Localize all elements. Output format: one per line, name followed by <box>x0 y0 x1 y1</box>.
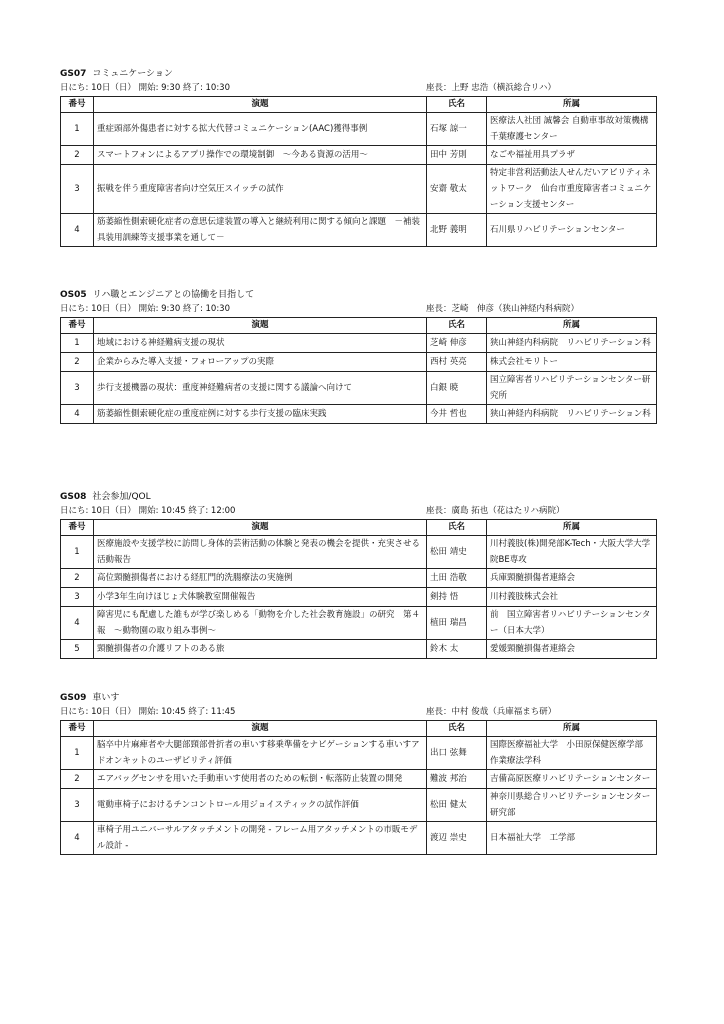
row-affiliation: 吉備高原医療リハビリテーションセンター <box>487 770 657 789</box>
row-affiliation: 特定非営利活動法人せんだいアビリティネットワーク 仙台市重度障害者コミュニケーション支援センター <box>487 165 657 214</box>
row-no: 2 <box>61 353 94 372</box>
header-name: 氏名 <box>427 520 487 536</box>
session-heading <box>60 692 656 706</box>
row-name: 田中 芳則 <box>427 146 487 165</box>
session-table <box>60 96 657 247</box>
table-row <box>61 789 657 822</box>
row-title: 頸髄損傷者の介護リフトのある旅 <box>94 640 427 659</box>
session-heading <box>60 68 656 82</box>
session-title: 車いす <box>92 693 120 703</box>
row-title: 電動車椅子におけるチンコントロール用ジョイスティックの試作評価 <box>94 789 427 822</box>
row-affiliation: 株式会社モリトー <box>487 353 657 372</box>
session-os05 <box>60 289 656 424</box>
table-row <box>61 405 657 424</box>
table-row <box>61 353 657 372</box>
row-affiliation: 兵庫頸髄損傷者連絡会 <box>487 569 657 588</box>
header-affiliation: 所属 <box>487 520 657 536</box>
row-no: 1 <box>61 737 94 770</box>
table-row <box>61 640 657 659</box>
session-heading <box>60 289 656 303</box>
row-name: 土田 浩敬 <box>427 569 487 588</box>
table-row <box>61 588 657 607</box>
row-no: 5 <box>61 640 94 659</box>
row-no: 3 <box>61 588 94 607</box>
row-affiliation: 川村義肢株式会社 <box>487 588 657 607</box>
header-affiliation: 所属 <box>487 97 657 113</box>
session-meta <box>60 82 656 96</box>
header-affiliation: 所属 <box>487 318 657 334</box>
session-title: リハ職とエンジニアとの協働を目指して <box>92 290 255 300</box>
row-name: 鈴木 太 <box>427 640 487 659</box>
session-title: コミュニケーション <box>92 69 173 79</box>
row-no: 2 <box>61 770 94 789</box>
row-name: 北野 義明 <box>427 214 487 247</box>
row-name: 松田 靖史 <box>427 536 487 569</box>
row-affiliation: なごや福祉用具プラザ <box>487 146 657 165</box>
table-row <box>61 536 657 569</box>
header-no: 番号 <box>61 721 94 737</box>
session-table <box>60 720 657 855</box>
session-chair: 座長：上野 忠浩（横浜総合リハ） <box>426 83 556 93</box>
row-no: 4 <box>61 405 94 424</box>
row-affiliation: 神奈川県総合リハビリテーションセンター 研究部 <box>487 789 657 822</box>
row-no: 1 <box>61 334 94 353</box>
session-schedule: 日にち: 10日（日） 開始: 9:30 終了: 10:30 <box>60 83 231 93</box>
row-affiliation: 医療法人社団 誠馨会 自動車事故対策機構 千葉療護センター <box>487 113 657 146</box>
header-no: 番号 <box>61 97 94 113</box>
session-heading <box>60 491 656 505</box>
row-name: 安齋 敬太 <box>427 165 487 214</box>
row-title: 医療施設や支援学校に訪問し身体的芸術活動の体験と発表の機会を提供・充実させる活動報告 <box>94 536 427 569</box>
table-header-row <box>61 520 657 536</box>
row-no: 3 <box>61 789 94 822</box>
header-name: 氏名 <box>427 721 487 737</box>
session-code: GS09 <box>60 693 87 703</box>
row-affiliation: 国立障害者リハビリテーションセンター研究所 <box>487 372 657 405</box>
row-title: スマートフォンによるアプリ操作での環境制御 ～今ある資源の活用～ <box>94 146 427 165</box>
row-affiliation: 川村義肢(株)開発部K-Tech・大阪大学大学院BE専攻 <box>487 536 657 569</box>
session-schedule: 日にち: 10日（日） 開始: 10:45 終了: 12:00 <box>60 506 236 516</box>
row-name: 剣持 悟 <box>427 588 487 607</box>
session-code: OS05 <box>60 290 87 300</box>
row-no: 2 <box>61 569 94 588</box>
table-row <box>61 737 657 770</box>
row-no: 3 <box>61 165 94 214</box>
row-title: 脳卒中片麻痺者や大腿部頸部骨折者の車いす移乗準備をナビゲーションする車いすアドオンキットのユーザビリティ評価 <box>94 737 427 770</box>
row-name: 今井 哲也 <box>427 405 487 424</box>
row-affiliation: 石川県リハビリテーションセンター <box>487 214 657 247</box>
row-name: 出口 弦舞 <box>427 737 487 770</box>
session-title: 社会参加/QOL <box>92 492 151 502</box>
row-no: 4 <box>61 607 94 640</box>
header-title: 演題 <box>94 97 427 113</box>
table-header-row <box>61 97 657 113</box>
table-row <box>61 334 657 353</box>
header-title: 演題 <box>94 520 427 536</box>
table-header-row <box>61 318 657 334</box>
header-name: 氏名 <box>427 97 487 113</box>
row-name: 渡辺 崇史 <box>427 822 487 855</box>
table-row <box>61 607 657 640</box>
header-name: 氏名 <box>427 318 487 334</box>
table-row <box>61 146 657 165</box>
row-name: 石塚 諒一 <box>427 113 487 146</box>
row-title: 筋萎縮性側索硬化症者の意思伝達装置の導入と継続利用に関する傾向と課題 －補装具装用訓練等支援事業を通して－ <box>94 214 427 247</box>
header-title: 演題 <box>94 721 427 737</box>
row-name: 芝崎 伸彦 <box>427 334 487 353</box>
row-affiliation: 国際医療福祉大学 小田原保健医療学部 作業療法学科 <box>487 737 657 770</box>
row-title: 小学3年生向けほじょ犬体験教室開催報告 <box>94 588 427 607</box>
row-name: 白銀 暁 <box>427 372 487 405</box>
table-row <box>61 214 657 247</box>
row-no: 1 <box>61 113 94 146</box>
session-schedule: 日にち: 10日（日） 開始: 10:45 終了: 11:45 <box>60 707 236 717</box>
header-no: 番号 <box>61 520 94 536</box>
session-chair: 座長：芝崎 伸彦（狭山神経内科病院） <box>426 304 580 314</box>
row-name: 難波 邦治 <box>427 770 487 789</box>
session-gs09 <box>60 692 659 855</box>
session-gs08 <box>60 491 656 659</box>
row-name: 松田 健太 <box>427 789 487 822</box>
row-affiliation: 愛媛頸髄損傷者連絡会 <box>487 640 657 659</box>
session-meta <box>60 706 656 720</box>
table-row <box>61 165 657 214</box>
row-title: 障害児にも配慮した誰もが学び楽しめる「動物を介した社会教育施設」の研究 第４報 ～動物園の取り組み事例～ <box>94 607 427 640</box>
row-no: 2 <box>61 146 94 165</box>
table-row <box>61 372 657 405</box>
header-no: 番号 <box>61 318 94 334</box>
row-title: 高位頸髄損傷者における経肛門的洗腸療法の実施例 <box>94 569 427 588</box>
table-row <box>61 569 657 588</box>
row-title: 重症頭部外傷患者に対する拡大代替コミュニケーション(AAC)獲得事例 <box>94 113 427 146</box>
header-title: 演題 <box>94 318 427 334</box>
row-title: 筋萎縮性側索硬化症の重度症例に対する歩行支援の臨床実践 <box>94 405 427 424</box>
row-title: 地域における神経難病支援の現状 <box>94 334 427 353</box>
row-affiliation: 狭山神経内科病院 リハビリテーション科 <box>487 334 657 353</box>
session-code: GS08 <box>60 492 87 502</box>
session-schedule: 日にち: 10日（日） 開始: 9:30 終了: 10:30 <box>60 304 231 314</box>
table-row <box>61 113 657 146</box>
session-code: GS07 <box>60 69 87 79</box>
row-title: 車椅子用ユニバーサルアタッチメントの開発 - フレーム用アタッチメントの市販モデル設計 - <box>94 822 427 855</box>
session-meta <box>60 505 656 519</box>
header-affiliation: 所属 <box>487 721 657 737</box>
session-table <box>60 519 657 659</box>
table-header-row <box>61 721 657 737</box>
row-title: エアバッグセンサを用いた手動車いす使用者のための転倒・転落防止装置の開発 <box>94 770 427 789</box>
row-title: 企業からみた導入支援・フォローアップの実際 <box>94 353 427 372</box>
row-no: 4 <box>61 214 94 247</box>
session-table <box>60 317 657 424</box>
row-no: 4 <box>61 822 94 855</box>
session-chair: 座長：中村 俊哉（兵庫福まち研） <box>426 707 557 717</box>
row-affiliation: 日本福祉大学 工学部 <box>487 822 657 855</box>
session-meta <box>60 303 656 317</box>
session-gs07 <box>60 68 656 247</box>
table-row <box>61 770 657 789</box>
row-no: 1 <box>61 536 94 569</box>
row-title: 歩行支援機器の現状：重度神経難病者の支援に関する議論へ向けて <box>94 372 427 405</box>
row-name: 植田 瑞昌 <box>427 607 487 640</box>
row-name: 西村 英亮 <box>427 353 487 372</box>
row-affiliation: 狭山神経内科病院 リハビリテーション科 <box>487 405 657 424</box>
table-row <box>61 822 657 855</box>
session-chair: 座長：廣島 拓也（花はたリハ病院） <box>426 506 565 516</box>
row-title: 振戦を伴う重度障害者向け空気圧スイッチの試作 <box>94 165 427 214</box>
row-affiliation: 前 国立障害者リハビリテーションセンター（日本大学） <box>487 607 657 640</box>
row-no: 3 <box>61 372 94 405</box>
